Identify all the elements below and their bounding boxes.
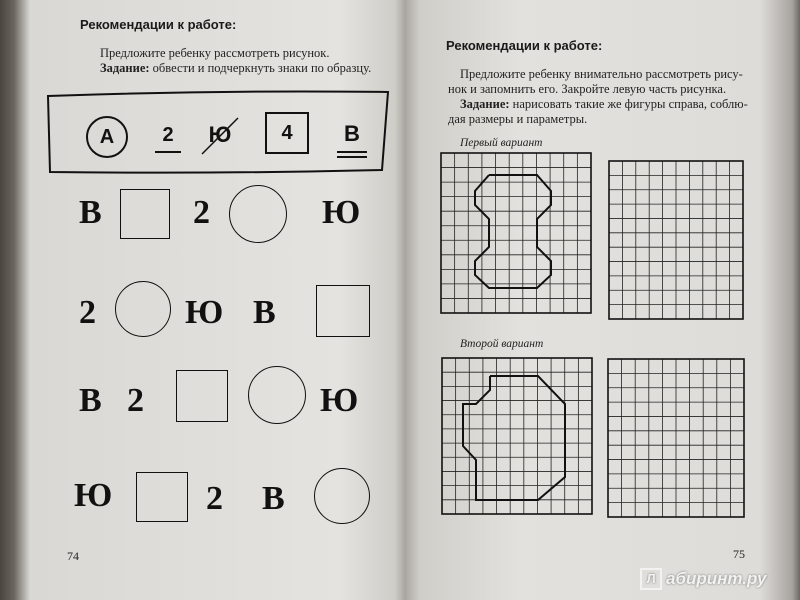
variant1-sample-grid (440, 152, 592, 314)
right-task-label: Задание: (460, 97, 510, 111)
variant2-sample-grid (441, 357, 593, 515)
right-heading: Рекомендации к работе: (446, 38, 603, 53)
row1-item5: Ю (322, 194, 361, 231)
right-task-line2: дая размеры и параметры. (448, 112, 588, 126)
row4-item3: 2 (206, 480, 223, 517)
row2-item1: 2 (79, 294, 96, 331)
row1-item3: 2 (193, 194, 210, 231)
right-instruction (448, 67, 768, 127)
sample-letter-a: А (99, 126, 115, 148)
left-page-number: 74 (67, 549, 79, 563)
row2-item4: В (253, 294, 276, 331)
row1-square (120, 189, 170, 239)
variant1-answer-grid[interactable] (608, 160, 744, 320)
variant2-figure (463, 376, 565, 500)
row1-circle (229, 185, 287, 243)
row2-circle (115, 281, 171, 337)
row3-item2: 2 (127, 382, 144, 419)
row4-item4: В (262, 480, 285, 517)
sample-double-underline-1 (337, 151, 367, 153)
sample-underline (155, 151, 181, 153)
variant1-caption: Первый вариант (460, 137, 543, 149)
row3-item5: Ю (320, 382, 359, 419)
variant2-answer-grid[interactable] (607, 358, 745, 518)
row3-circle (248, 366, 306, 424)
row3-square (176, 370, 228, 422)
row2-item3: Ю (185, 294, 224, 331)
variant2-caption: Второй вариант (460, 338, 544, 350)
row4-item1: Ю (74, 477, 113, 514)
left-task-text: обвести и подчеркнуть знаки по образцу. (149, 61, 372, 75)
sample-digit-2: 2 (162, 124, 174, 146)
sample-strike (198, 114, 242, 158)
right-task-line1: нарисовать такие же фигуры справа, соблю- (509, 97, 748, 111)
row1-item1: В (79, 194, 102, 231)
watermark-logo-icon: Л (640, 568, 662, 590)
watermark (640, 566, 790, 592)
right-page-number: 75 (733, 547, 745, 561)
right-instruction-line2: нок и запомнить его. Закройте левую часть рисунка. (448, 82, 727, 96)
row4-square (136, 472, 188, 522)
left-heading: Рекомендации к работе: (80, 17, 237, 32)
watermark-text: абиринт.ру (666, 569, 767, 588)
row3-item1: В (79, 382, 102, 419)
left-instruction (100, 46, 371, 76)
right-instruction-line1: Предложите ребенку внимательно рассмотреть рису- (460, 67, 743, 81)
row2-square (316, 285, 370, 337)
variant1-figure (475, 175, 551, 288)
sample-digit-4: 4 (281, 122, 293, 144)
row4-circle (314, 468, 370, 524)
left-instruction-line1: Предложите ребенку рассмотреть рисунок. (100, 46, 330, 60)
sample-double-underline-2 (337, 156, 367, 158)
sample-letter-yu: Ю (208, 122, 232, 147)
left-task-label: Задание: (100, 61, 150, 75)
sample-letter-v: В (344, 121, 360, 146)
